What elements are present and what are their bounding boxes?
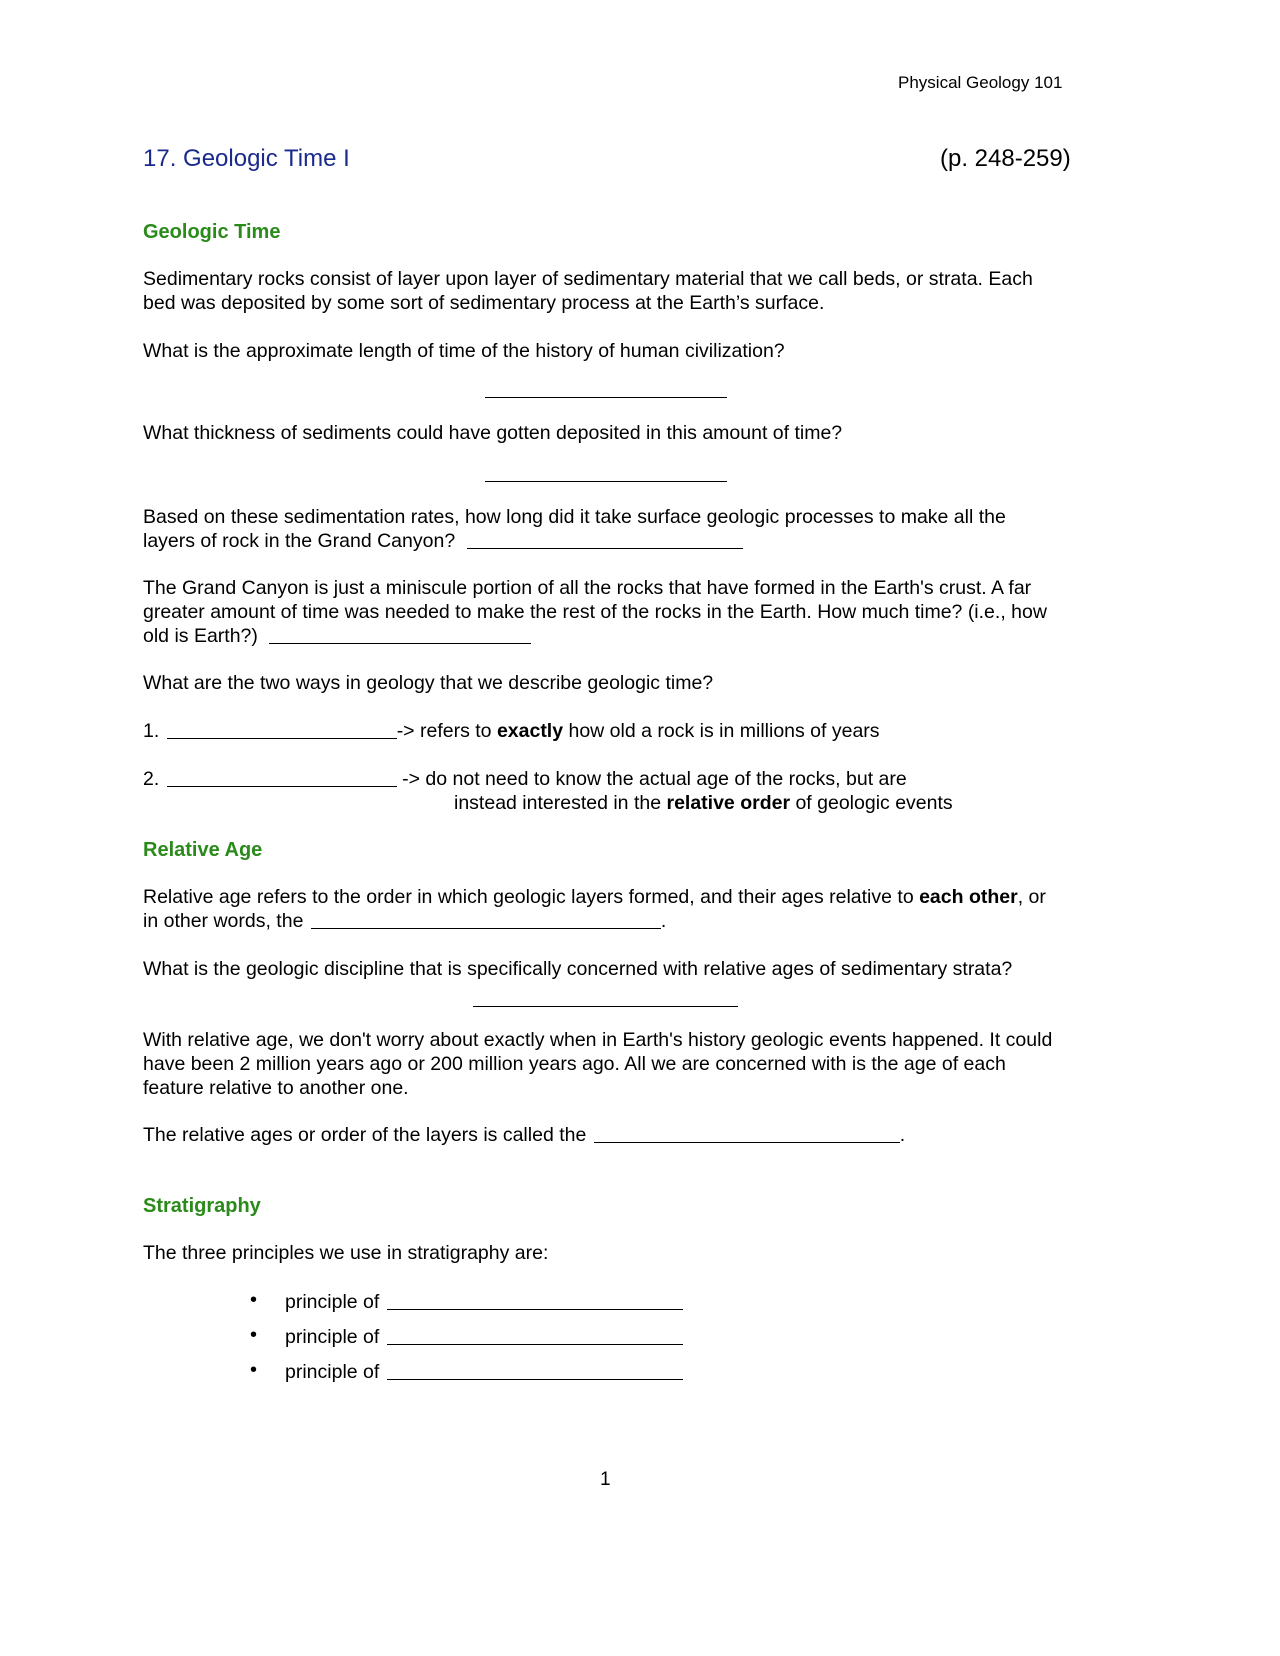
question-layer-order: The relative ages or order of the layers is called the . — [143, 1124, 906, 1146]
stratigraphy-intro: The three principles we use in stratigraphy are: — [143, 1242, 549, 1264]
relative-age-para-line-1: With relative age, we don't worry about exactly when in Earth's history geologic events happened. It could — [143, 1029, 1053, 1051]
page-range: (p. 248-259) — [940, 145, 1071, 172]
answer-blank[interactable] — [594, 1142, 900, 1143]
section-heading-stratigraphy: Stratigraphy — [143, 1195, 261, 1217]
relative-age-para-line-2: have been 2 million years ago or 200 million years ago. All we are concerned with is the age of each — [143, 1053, 1006, 1075]
answer-blank[interactable] — [387, 1344, 683, 1345]
question-earth-age-line-2: greater amount of time was needed to make the rest of the rocks in the Earth. How much time? (i.e., how — [143, 601, 1047, 623]
answer-blank[interactable] — [473, 992, 738, 1010]
relative-age-def-line-1: Relative age refers to the order in which geologic layers formed, and their ages relative to each other, or — [143, 886, 1046, 908]
answer-blank[interactable] — [311, 928, 661, 929]
question-thickness: What thickness of sediments could have gotten deposited in this amount of time? — [143, 422, 843, 444]
answer-blank[interactable] — [485, 383, 727, 401]
question-grand-canyon-line-1: Based on these sedimentation rates, how long did it take surface geologic processes to make all the — [143, 506, 1006, 528]
principle-item: principle of — [285, 1325, 683, 1350]
principle-item: principle of — [285, 1290, 683, 1315]
question-grand-canyon-line-2: layers of rock in the Grand Canyon? — [143, 529, 743, 554]
answer-blank[interactable] — [167, 738, 397, 739]
list-item-relative-continued: instead interested in the relative order of geologic events — [454, 792, 953, 814]
answer-blank[interactable] — [269, 643, 531, 644]
answer-blank[interactable] — [167, 786, 397, 787]
page-number: 1 — [600, 1469, 611, 1490]
intro-line-1: Sedimentary rocks consist of layer upon layer of sedimentary material that we call beds, or strata. Each — [143, 268, 1033, 290]
answer-blank[interactable] — [387, 1379, 683, 1380]
answer-blank[interactable] — [387, 1309, 683, 1310]
course-header: Physical Geology 101 — [898, 73, 1063, 92]
answer-blank[interactable] — [467, 548, 743, 549]
question-earth-age-line-1: The Grand Canyon is just a miniscule portion of all the rocks that have formed in the Earth's crust. A far — [143, 577, 1032, 599]
section-heading-relative-age: Relative Age — [143, 839, 263, 861]
bullet-icon: • — [250, 1359, 258, 1381]
page-title: 17. Geologic Time I — [143, 145, 350, 172]
question-two-ways: What are the two ways in geology that we describe geologic time? — [143, 672, 714, 694]
relative-age-para-line-3: feature relative to another one. — [143, 1077, 409, 1099]
list-item-absolute: 1. -> refers to exactly how old a rock is in millions of years — [143, 720, 880, 742]
question-discipline: What is the geologic discipline that is specifically concerned with relative ages of sedimentary strata? — [143, 958, 1013, 980]
relative-age-def-line-2: in other words, the . — [143, 910, 667, 932]
bullet-icon: • — [250, 1289, 258, 1311]
bullet-icon: • — [250, 1324, 258, 1346]
section-heading-geologic-time: Geologic Time — [143, 221, 281, 243]
answer-blank[interactable] — [485, 467, 727, 485]
question-civilization: What is the approximate length of time of the history of human civilization? — [143, 340, 785, 362]
intro-line-2: bed was deposited by some sort of sedimentary process at the Earth’s surface. — [143, 292, 825, 314]
list-item-relative: 2. -> do not need to know the actual age of the rocks, but are — [143, 768, 907, 790]
question-earth-age-line-3: old is Earth?) — [143, 624, 531, 649]
principle-item: principle of — [285, 1360, 683, 1385]
